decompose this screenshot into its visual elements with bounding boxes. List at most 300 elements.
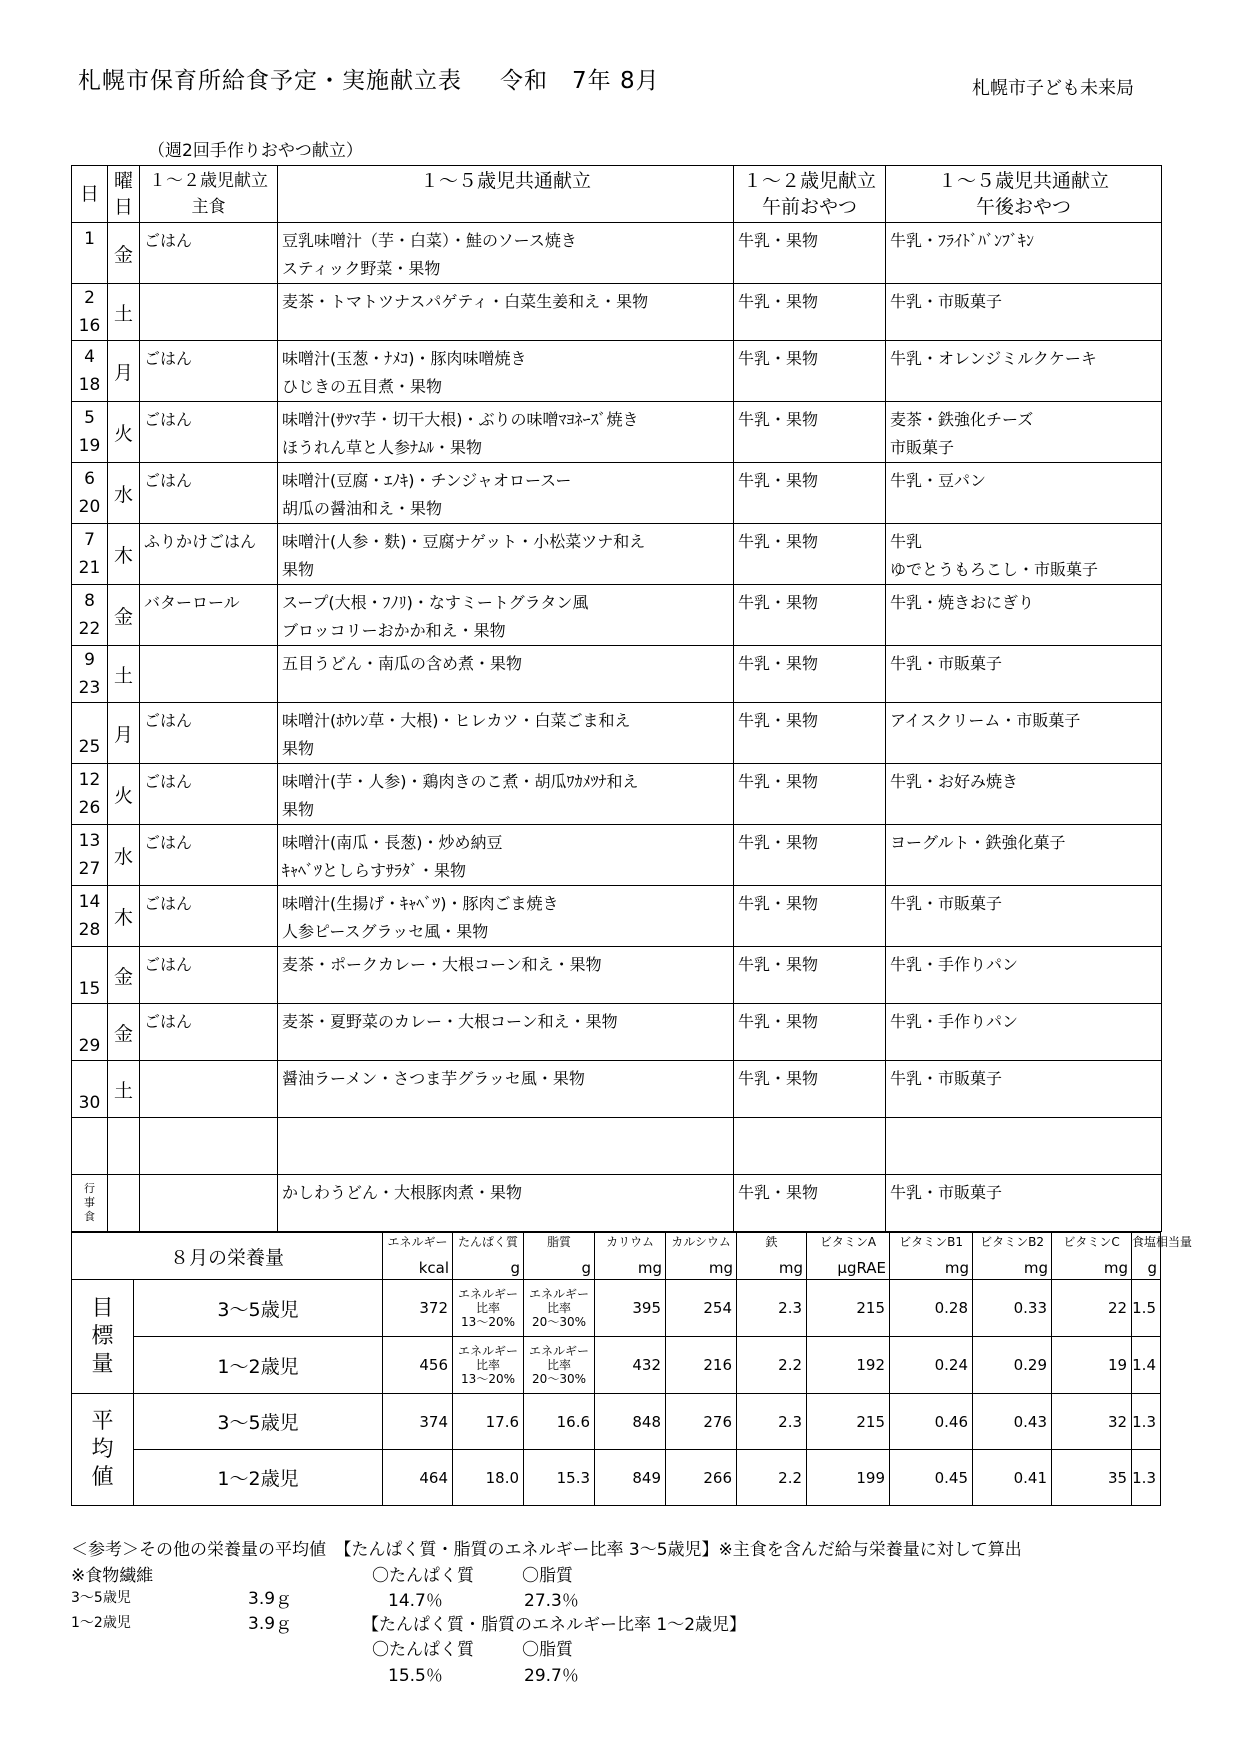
- line-1: 味噌汁(玉葱・ﾅﾒｺ)・豚肉味噌焼き: [282, 349, 527, 368]
- nutrient-name: ビタミンC: [1052, 1233, 1132, 1258]
- line-2: 21: [78, 558, 101, 578]
- pm-snack-cell: [886, 284, 1162, 341]
- common-menu-cell: [278, 402, 734, 463]
- line-2: 19: [78, 436, 101, 456]
- menu-row: [72, 825, 1162, 886]
- line-1: [72, 1118, 107, 1146]
- weekday-cell: 金: [108, 223, 140, 284]
- staple-cell: ごはん: [140, 402, 278, 463]
- weekday-cell: 木: [108, 524, 140, 585]
- line-1: 牛乳・手作りパン: [890, 1012, 1019, 1031]
- nutrient-value: 456: [383, 1337, 453, 1394]
- am-snack-cell: 牛乳・果物: [734, 463, 886, 524]
- line-1: 麦茶・鉄強化チーズ: [890, 410, 1034, 429]
- common-menu-cell: [278, 341, 734, 402]
- nutrient-name: たんぱく質: [453, 1233, 524, 1258]
- menu-row: [72, 764, 1162, 825]
- common-menu-cell: [278, 284, 734, 341]
- am-snack-cell: 牛乳・果物: [734, 341, 886, 402]
- day-cell: [72, 886, 108, 947]
- line-1: 味噌汁(ｻﾂﾏ芋・切干大根)・ぶりの味噌ﾏﾖﾈｰｽﾞ焼き: [282, 410, 639, 429]
- pm-snack-cell: [886, 1061, 1162, 1118]
- nutrient-unit: mg: [595, 1257, 666, 1280]
- fiber-12-label: 1～2歳児: [71, 1615, 131, 1631]
- line-2: 18: [78, 375, 101, 395]
- group-label-average: 平 均 値: [72, 1394, 134, 1506]
- nutrient-value: 1.3: [1132, 1450, 1161, 1506]
- line-1: 5: [84, 408, 95, 428]
- line-1: 7: [84, 530, 95, 550]
- line-1: 麦茶・ポークカレー・大根コーン和え・果物: [282, 955, 602, 974]
- line-1: 牛乳・お好み焼き: [890, 772, 1019, 791]
- staple-cell: [140, 284, 278, 341]
- staple-cell: [140, 1118, 278, 1175]
- line-1: 8: [84, 591, 95, 611]
- weekday-cell: 金: [108, 1004, 140, 1061]
- line-2: 23: [78, 678, 101, 698]
- day-cell: [72, 764, 108, 825]
- weekday-cell: [108, 1175, 140, 1232]
- fiber-35-value: 3.9ｇ: [248, 1589, 293, 1609]
- menu-row: [72, 284, 1162, 341]
- menu-row: [72, 886, 1162, 947]
- protein-ratio-target: [453, 1337, 524, 1394]
- menu-row: [72, 463, 1162, 524]
- line-1: 牛乳・市販菓子: [890, 654, 1003, 673]
- pm-snack-cell: [886, 646, 1162, 703]
- day-cell: [72, 402, 108, 463]
- pm-snack-cell: [886, 524, 1162, 585]
- nutrient-value: 0.43: [973, 1394, 1052, 1450]
- line-2: 人参ピースグラッセ風・果物: [282, 922, 489, 941]
- r35-protein-label: 〇たんぱく質: [372, 1566, 474, 1586]
- staple-cell: ごはん: [140, 764, 278, 825]
- day-cell: [72, 1004, 108, 1061]
- fiber-35-label: 3～5歳児: [71, 1590, 131, 1606]
- line-2: ゆでとうもろこし・市販菓子: [890, 560, 1099, 579]
- line-1: 五目うどん・南瓜の含め煮・果物: [282, 654, 523, 673]
- nutrient-value: 32: [1052, 1394, 1132, 1450]
- nutrient-value: 0.33: [973, 1280, 1052, 1337]
- nutrient-value: 374: [383, 1394, 453, 1450]
- ratio-line: 比率: [476, 1301, 501, 1315]
- weekday-cell: 金: [108, 585, 140, 646]
- line-2: ブロッコリーおかか和え・果物: [282, 621, 506, 640]
- line-1: [72, 705, 107, 733]
- weekday-cell: 月: [108, 341, 140, 402]
- r35-fat-label: 〇脂質: [522, 1566, 573, 1586]
- weekday-cell: 金: [108, 947, 140, 1004]
- line-1: 牛乳・市販菓子: [890, 894, 1003, 913]
- issuer-name: 札幌市子ども未来局: [972, 78, 1134, 99]
- nutrient-value: 276: [666, 1394, 737, 1450]
- nutrient-value: 216: [666, 1337, 737, 1394]
- line-1: 牛乳・市販菓子: [890, 292, 1003, 311]
- common-menu-cell: [278, 947, 734, 1004]
- am-snack-cell: 牛乳・果物: [734, 825, 886, 886]
- day-cell: [72, 223, 108, 284]
- nutrient-name: ビタミンA: [807, 1233, 890, 1258]
- nutrient-value: 18.0: [453, 1450, 524, 1506]
- common-menu-cell: [278, 585, 734, 646]
- pm-snack-cell: [886, 341, 1162, 402]
- ratio-line: 比率: [476, 1358, 501, 1372]
- nutrient-value: 266: [666, 1450, 737, 1506]
- weekday-cell: 火: [108, 764, 140, 825]
- ratio-line: エネルギー: [458, 1287, 519, 1301]
- line-1: 牛乳・焼きおにぎり: [890, 593, 1035, 612]
- staple-cell: ごはん: [140, 886, 278, 947]
- day-cell: [72, 1061, 108, 1118]
- nutrient-value: 395: [595, 1280, 666, 1337]
- nutrient-value: 372: [383, 1280, 453, 1337]
- pm-snack-cell: [886, 703, 1162, 764]
- ratio-line: 比率: [547, 1301, 572, 1315]
- line-2: 15: [78, 979, 101, 999]
- ratio-line: 比率: [547, 1358, 572, 1372]
- group-label-target: 目 標 量: [72, 1280, 134, 1394]
- fat-ratio-target: [524, 1337, 595, 1394]
- nutrient-value: 15.3: [524, 1450, 595, 1506]
- weekday-cell: 月: [108, 703, 140, 764]
- header-dow: 曜 日: [108, 166, 140, 223]
- menu-row: [72, 947, 1162, 1004]
- nutrient-name-row: [72, 1233, 1161, 1258]
- r12-fat-label: 〇脂質: [522, 1640, 573, 1660]
- r12-protein-value: 15.5％: [388, 1666, 443, 1686]
- month-label: ８月の栄養量: [72, 1233, 383, 1280]
- pm-snack-cell: [886, 223, 1162, 284]
- pm-snack-cell: 牛乳・市販菓子: [886, 1175, 1162, 1232]
- day-cell: [72, 947, 108, 1004]
- pm-snack-cell: [886, 825, 1162, 886]
- line-1: 牛乳: [890, 532, 923, 551]
- line-1: 牛乳・オレンジミルクケーキ: [890, 349, 1097, 368]
- nutrient-unit: g: [1132, 1257, 1161, 1280]
- line-2: 25: [78, 737, 101, 757]
- am-snack-cell: [734, 1118, 886, 1175]
- nutrient-value: 2.3: [737, 1394, 807, 1450]
- weekday-cell: 土: [108, 646, 140, 703]
- weekday-cell: [108, 1118, 140, 1175]
- weekday-cell: 水: [108, 463, 140, 524]
- event-label-cell: 行 事 食: [72, 1175, 108, 1232]
- line-1: 味噌汁(南瓜・長葱)・炒め納豆: [282, 833, 503, 852]
- r12-fat-value: 29.7％: [524, 1666, 579, 1686]
- age-group: 3～5歳児: [134, 1280, 383, 1337]
- line-1: スープ(大根・ﾌﾉﾘ)・なすミートグラタン風: [282, 593, 589, 612]
- line-2: 30: [78, 1093, 101, 1113]
- nutrition-row: [72, 1280, 1161, 1337]
- fat-ratio-target: [524, 1280, 595, 1337]
- line-2: 29: [78, 1036, 101, 1056]
- line-1: アイスクリーム・市販菓子: [890, 711, 1081, 730]
- staple-cell: ごはん: [140, 1004, 278, 1061]
- nutrient-name: ビタミンB2: [973, 1233, 1052, 1258]
- ratio-line: 13～20%: [461, 1315, 515, 1329]
- staple-cell: ふりかけごはん: [140, 524, 278, 585]
- line-2: スティック野菜・果物: [282, 259, 441, 278]
- nutrient-value: 199: [807, 1450, 890, 1506]
- am-snack-cell: 牛乳・果物: [734, 524, 886, 585]
- fiber-12-value: 3.9ｇ: [248, 1614, 293, 1634]
- line-2: [72, 1146, 107, 1174]
- line-1: 味噌汁(生揚げ・ｷｬﾍﾞﾂ)・豚肉ごま焼き: [282, 894, 559, 913]
- nutrient-unit: g: [524, 1257, 595, 1280]
- line-2: ほうれん草と人参ﾅﾑﾙ・果物: [282, 438, 483, 457]
- nutrient-name: カリウム: [595, 1233, 666, 1258]
- nutrition-row: [72, 1450, 1161, 1506]
- menu-row: [72, 646, 1162, 703]
- page-title: [78, 62, 660, 95]
- pm-snack-cell: [886, 947, 1162, 1004]
- age-group: 1～2歳児: [134, 1337, 383, 1394]
- header-pm-snack: １～５歳児共通献立 午後おやつ: [886, 166, 1162, 223]
- nutrient-unit: mg: [666, 1257, 737, 1280]
- nutrient-unit: μgRAE: [807, 1257, 890, 1280]
- menu-header-row: [72, 166, 1162, 223]
- nutrient-value: 22: [1052, 1280, 1132, 1337]
- menu-row: [72, 223, 1162, 284]
- day-cell: [72, 524, 108, 585]
- staple-cell: ごはん: [140, 341, 278, 402]
- day-cell: [72, 463, 108, 524]
- menu-row: [72, 1118, 1162, 1175]
- age-group: 3～5歳児: [134, 1394, 383, 1450]
- weekday-cell: 土: [108, 284, 140, 341]
- common-menu-cell: [278, 1061, 734, 1118]
- line-1: 味噌汁(芋・人参)・鶏肉きのこ煮・胡瓜ﾜｶﾒﾂﾅ和え: [282, 772, 639, 791]
- nutrient-value: 17.6: [453, 1394, 524, 1450]
- line-1: 2: [84, 288, 95, 308]
- am-snack-cell: 牛乳・果物: [734, 585, 886, 646]
- event-row: [72, 1175, 1162, 1232]
- menu-row: [72, 402, 1162, 463]
- nutrient-unit: g: [453, 1257, 524, 1280]
- common-menu-cell: [278, 524, 734, 585]
- am-snack-cell: 牛乳・果物: [734, 223, 886, 284]
- nutrient-value: 215: [807, 1280, 890, 1337]
- day-cell: [72, 646, 108, 703]
- line-1: 12: [78, 770, 101, 790]
- am-snack-cell: 牛乳・果物: [734, 1061, 886, 1118]
- pm-snack-cell: [886, 886, 1162, 947]
- line-2: 22: [78, 619, 101, 639]
- nutrient-value: 849: [595, 1450, 666, 1506]
- staple-cell: [140, 1175, 278, 1232]
- nutrient-value: 1.4: [1132, 1337, 1161, 1394]
- nutrient-value: 0.28: [890, 1280, 973, 1337]
- ratio-line: エネルギー: [529, 1287, 590, 1301]
- nutrient-value: 254: [666, 1280, 737, 1337]
- line-1: 麦茶・夏野菜のカレー・大根コーン和え・果物: [282, 1012, 618, 1031]
- am-snack-cell: 牛乳・果物: [734, 703, 886, 764]
- staple-cell: ごはん: [140, 947, 278, 1004]
- header-staple: １～２歳児献立 主食: [140, 166, 278, 223]
- nutrient-name: カルシウム: [666, 1233, 737, 1258]
- line-1: 味噌汁(ﾎｳﾚﾝ草・大根)・ヒレカツ・白菜ごま和え: [282, 711, 631, 730]
- nutrient-value: 192: [807, 1337, 890, 1394]
- common-menu-cell: [278, 1118, 734, 1175]
- menu-row: [72, 341, 1162, 402]
- age-group: 1～2歳児: [134, 1450, 383, 1506]
- day-cell: [72, 703, 108, 764]
- line-1: 牛乳・豆パン: [890, 471, 987, 490]
- line-2: 果物: [282, 800, 315, 819]
- am-snack-cell: 牛乳・果物: [734, 886, 886, 947]
- line-1: 麦茶・トマトツナスパゲティ・白菜生姜和え・果物: [282, 292, 649, 311]
- common-menu-cell: [278, 646, 734, 703]
- ratio-line: 20～30%: [532, 1315, 586, 1329]
- am-snack-cell: 牛乳・果物: [734, 402, 886, 463]
- header-common-menu: １～５歳児共通献立: [278, 166, 734, 223]
- header-day: 日: [72, 166, 108, 223]
- common-menu-cell: [278, 825, 734, 886]
- am-snack-cell: 牛乳・果物: [734, 947, 886, 1004]
- line-2: 市販菓子: [890, 438, 955, 457]
- line-1: 味噌汁(人参・麩)・豆腐ナゲット・小松菜ツナ和え: [282, 532, 646, 551]
- line-2: 26: [78, 798, 101, 818]
- common-menu-cell: [278, 703, 734, 764]
- line-2: 27: [78, 859, 101, 879]
- line-1: [72, 1061, 107, 1089]
- ratio-12-title: 【たんぱく質・脂質のエネルギー比率 1～2歳児】: [362, 1615, 747, 1635]
- common-menu-cell: [278, 223, 734, 284]
- nutrition-row: [72, 1337, 1161, 1394]
- nutrient-value: 0.29: [973, 1337, 1052, 1394]
- line-1: 牛乳・市販菓子: [890, 1069, 1003, 1088]
- ratio-line: 20～30%: [532, 1372, 586, 1386]
- common-menu-cell: [278, 764, 734, 825]
- line-1: 1: [84, 229, 95, 249]
- header-am-snack: １～２歳児献立 午前おやつ: [734, 166, 886, 223]
- staple-cell: ごはん: [140, 703, 278, 764]
- nutrient-name: 脂質: [524, 1233, 595, 1258]
- nutrition-table: [71, 1232, 1193, 1506]
- line-1: 牛乳・手作りパン: [890, 955, 1019, 974]
- pm-snack-cell: [886, 1118, 1162, 1175]
- line-1: 味噌汁(豆腐・ｴﾉｷ)・チンジャオロースー: [282, 471, 572, 490]
- staple-cell: [140, 1061, 278, 1118]
- nutrient-value: 2.2: [737, 1337, 807, 1394]
- line-1: 牛乳・ﾌﾗｲﾄﾞﾊﾞﾝﾌﾞｷﾝ: [890, 231, 1035, 250]
- staple-cell: ごはん: [140, 223, 278, 284]
- staple-cell: バターロール: [140, 585, 278, 646]
- pm-snack-cell: [886, 1004, 1162, 1061]
- line-2: [72, 253, 107, 281]
- menu-row: [72, 524, 1162, 585]
- pm-snack-cell: [886, 764, 1162, 825]
- nutrient-unit: mg: [973, 1257, 1052, 1280]
- menu-row: [72, 1061, 1162, 1118]
- pm-snack-cell: [886, 402, 1162, 463]
- weekday-cell: 土: [108, 1061, 140, 1118]
- staple-cell: [140, 646, 278, 703]
- line-1: [72, 947, 107, 975]
- snack-note: （週2回手作りおやつ献立）: [148, 141, 363, 161]
- staple-cell: ごはん: [140, 463, 278, 524]
- menu-table: [71, 165, 1162, 1232]
- day-cell: [72, 341, 108, 402]
- line-2: 28: [78, 920, 101, 940]
- reference-line: ＜参考＞その他の栄養量の平均値 【たんぱく質・脂質のエネルギー比率 3～5歳児】※主食を含んだ給与栄養量に対して算出: [71, 1540, 1022, 1560]
- line-1: ヨーグルト・鉄強化菓子: [890, 833, 1066, 852]
- line-1: [72, 1004, 107, 1032]
- menu-row: [72, 703, 1162, 764]
- nutrient-value: 2.2: [737, 1450, 807, 1506]
- menu-row: [72, 585, 1162, 646]
- line-2: 胡瓜の醤油和え・果物: [282, 499, 443, 518]
- menu-row: [72, 1004, 1162, 1061]
- protein-ratio-target: [453, 1280, 524, 1337]
- era-date: 令和 7年 8月: [500, 68, 660, 94]
- am-snack-cell: 牛乳・果物: [734, 764, 886, 825]
- day-cell: [72, 585, 108, 646]
- nutrient-value: 35: [1052, 1450, 1132, 1506]
- nutrient-value: 2.3: [737, 1280, 807, 1337]
- ratio-line: エネルギー: [529, 1344, 590, 1358]
- weekday-cell: 木: [108, 886, 140, 947]
- line-1: 4: [84, 347, 95, 367]
- day-cell: [72, 825, 108, 886]
- nutrient-value: 848: [595, 1394, 666, 1450]
- line-1: 13: [78, 831, 101, 851]
- am-snack-cell: 牛乳・果物: [734, 646, 886, 703]
- nutrient-unit: mg: [890, 1257, 973, 1280]
- nutrient-value: 464: [383, 1450, 453, 1506]
- pm-snack-cell: [886, 463, 1162, 524]
- nutrient-value: 0.46: [890, 1394, 973, 1450]
- nutrient-value: 215: [807, 1394, 890, 1450]
- pm-snack-cell: [886, 585, 1162, 646]
- common-menu-cell: [278, 1004, 734, 1061]
- nutrient-value: 0.45: [890, 1450, 973, 1506]
- line-1: 6: [84, 469, 95, 489]
- r35-protein-value: 14.7％: [388, 1591, 443, 1611]
- line-1: 9: [84, 650, 95, 670]
- nutrient-name: エネルギー: [383, 1233, 453, 1258]
- r35-fat-value: 27.3％: [524, 1591, 579, 1611]
- fiber-title: ※食物繊維: [71, 1566, 154, 1586]
- r12-protein-label: 〇たんぱく質: [372, 1640, 474, 1660]
- line-1: 14: [78, 892, 101, 912]
- nutrient-value: 0.41: [973, 1450, 1052, 1506]
- staple-cell: ごはん: [140, 825, 278, 886]
- line-2: ｷｬﾍﾞﾂとしらすｻﾗﾀﾞ・果物: [282, 861, 467, 880]
- nutrient-value: 19: [1052, 1337, 1132, 1394]
- nutrient-name: 鉄: [737, 1233, 807, 1258]
- nutrient-value: 0.24: [890, 1337, 973, 1394]
- day-cell: [72, 1118, 108, 1175]
- ratio-line: 13～20%: [461, 1372, 515, 1386]
- common-menu-cell: かしわうどん・大根豚肉煮・果物: [278, 1175, 734, 1232]
- nutrient-unit: mg: [1052, 1257, 1132, 1280]
- title-text: 札幌市保育所給食予定・実施献立表: [78, 68, 462, 94]
- weekday-cell: 水: [108, 825, 140, 886]
- ratio-line: エネルギー: [458, 1344, 519, 1358]
- am-snack-cell: 牛乳・果物: [734, 284, 886, 341]
- line-2: 16: [78, 316, 101, 336]
- day-cell: [72, 284, 108, 341]
- nutrient-name: ビタミンB1: [890, 1233, 973, 1258]
- am-snack-cell: 牛乳・果物: [734, 1175, 886, 1232]
- weekday-cell: 火: [108, 402, 140, 463]
- common-menu-cell: [278, 463, 734, 524]
- nutrient-value: 1.5: [1132, 1280, 1161, 1337]
- common-menu-cell: [278, 886, 734, 947]
- line-1: 豆乳味噌汁（芋・白菜）・鮭のソース焼き: [282, 231, 577, 250]
- nutrient-unit: mg: [737, 1257, 807, 1280]
